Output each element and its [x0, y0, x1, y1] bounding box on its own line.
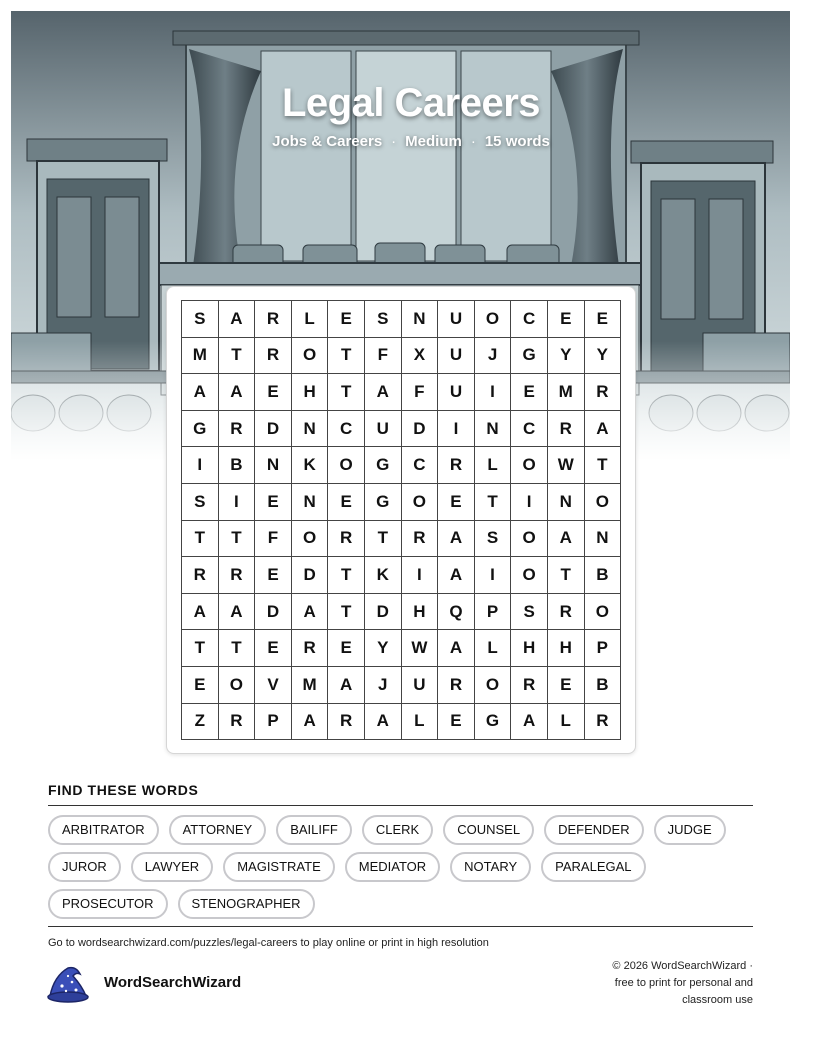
grid-cell[interactable]: T	[219, 521, 256, 558]
word-pill: COUNSEL	[443, 815, 534, 845]
grid-cell[interactable]: T	[182, 521, 219, 558]
grid-cell[interactable]: O	[402, 484, 439, 521]
grid-cell[interactable]: T	[475, 484, 512, 521]
grid-cell[interactable]: K	[292, 447, 329, 484]
grid-cell[interactable]: R	[402, 521, 439, 558]
grid-cell[interactable]: T	[219, 338, 256, 375]
grid-cell[interactable]: J	[365, 667, 402, 704]
grid-cell[interactable]: T	[328, 374, 365, 411]
grid-cell[interactable]: A	[182, 594, 219, 631]
grid-cell[interactable]: W	[548, 447, 585, 484]
copyright-line: © 2026 WordSearchWizard ·	[612, 960, 753, 972]
grid-cell[interactable]: R	[548, 411, 585, 448]
grid-cell[interactable]: A	[365, 704, 402, 741]
grid-cell[interactable]: P	[585, 630, 622, 667]
grid-cell[interactable]: L	[292, 301, 329, 338]
category-label: Jobs & Careers	[272, 133, 383, 150]
grid-cell[interactable]: Z	[182, 704, 219, 741]
word-pill: PARALEGAL	[541, 852, 645, 882]
grid-cell[interactable]: G	[365, 484, 402, 521]
copyright-text	[553, 958, 753, 1009]
grid-cell[interactable]: R	[585, 374, 622, 411]
words-heading: FIND THESE WORDS	[48, 782, 199, 798]
grid-cell[interactable]: T	[365, 521, 402, 558]
grid-cell[interactable]: M	[292, 667, 329, 704]
grid-cell[interactable]: P	[475, 594, 512, 631]
grid-cell[interactable]: H	[402, 594, 439, 631]
grid-cell[interactable]: N	[292, 411, 329, 448]
grid-cell[interactable]: R	[292, 630, 329, 667]
word-pill: STENOGRAPHER	[178, 889, 315, 919]
grid-cell[interactable]: O	[292, 338, 329, 375]
grid-cell[interactable]: B	[585, 557, 622, 594]
grid-cell[interactable]: N	[585, 521, 622, 558]
grid-cell[interactable]: U	[438, 374, 475, 411]
grid-cell[interactable]: E	[328, 630, 365, 667]
grid-cell[interactable]: M	[548, 374, 585, 411]
grid-cell[interactable]: J	[475, 338, 512, 375]
word-pill: DEFENDER	[544, 815, 644, 845]
grid-cell[interactable]: C	[402, 447, 439, 484]
grid-cell[interactable]: D	[255, 411, 292, 448]
word-count-label: 15 words	[484, 133, 550, 150]
grid-cell[interactable]: O	[292, 521, 329, 558]
separator-dot: ·	[470, 133, 476, 150]
grid-cell[interactable]: F	[365, 338, 402, 375]
grid-cell[interactable]: R	[182, 557, 219, 594]
grid-cell[interactable]: L	[548, 704, 585, 741]
grid-cell[interactable]: E	[438, 704, 475, 741]
grid-cell[interactable]: A	[511, 704, 548, 741]
grid-cell[interactable]: C	[511, 411, 548, 448]
grid-cell[interactable]: S	[182, 301, 219, 338]
grid-cell[interactable]: O	[511, 521, 548, 558]
grid-cell[interactable]: U	[402, 667, 439, 704]
word-pill: JUDGE	[654, 815, 726, 845]
divider	[48, 926, 753, 927]
grid-cell[interactable]: O	[585, 594, 622, 631]
grid-cell[interactable]: D	[402, 411, 439, 448]
grid-cell[interactable]: D	[292, 557, 329, 594]
grid-cell[interactable]: W	[402, 630, 439, 667]
word-list	[48, 815, 760, 919]
grid-cell[interactable]: I	[475, 374, 512, 411]
grid-cell[interactable]: L	[475, 630, 512, 667]
grid-cell[interactable]: F	[255, 521, 292, 558]
grid-cell[interactable]: E	[328, 301, 365, 338]
grid-cell[interactable]: A	[585, 411, 622, 448]
difficulty-label: Medium	[405, 133, 462, 150]
grid-cell[interactable]: Q	[438, 594, 475, 631]
grid-cell[interactable]: L	[402, 704, 439, 741]
copyright-line: free to print for personal and	[614, 977, 753, 989]
grid-cell[interactable]: H	[511, 630, 548, 667]
grid-cell[interactable]: O	[475, 667, 512, 704]
grid-cell[interactable]: A	[438, 557, 475, 594]
grid-cell[interactable]: O	[475, 301, 512, 338]
grid-cell[interactable]: R	[585, 704, 622, 741]
word-pill: LAWYER	[131, 852, 213, 882]
page-title: Legal Careers	[281, 81, 541, 125]
grid-cell[interactable]: N	[548, 484, 585, 521]
grid-cell[interactable]: T	[182, 630, 219, 667]
grid-cell[interactable]: T	[328, 594, 365, 631]
grid-cell[interactable]: G	[365, 447, 402, 484]
grid-cell[interactable]: S	[475, 521, 512, 558]
word-pill: ATTORNEY	[169, 815, 267, 845]
grid-cell[interactable]: E	[585, 301, 622, 338]
grid-cell[interactable]: R	[255, 338, 292, 375]
grid-cell[interactable]: I	[219, 484, 256, 521]
grid-cell[interactable]: E	[255, 484, 292, 521]
grid-cell[interactable]: T	[219, 630, 256, 667]
grid-cell[interactable]: O	[219, 667, 256, 704]
grid-cell[interactable]: E	[511, 374, 548, 411]
grid-cell[interactable]: A	[438, 630, 475, 667]
grid-cell[interactable]: A	[328, 667, 365, 704]
grid-cell[interactable]: P	[255, 704, 292, 741]
grid-cell[interactable]: E	[548, 301, 585, 338]
grid-cell[interactable]: E	[328, 484, 365, 521]
grid-cell[interactable]: R	[328, 521, 365, 558]
grid-cell[interactable]: I	[402, 557, 439, 594]
grid-cell[interactable]: O	[511, 557, 548, 594]
grid-cell[interactable]: B	[219, 447, 256, 484]
grid-cell[interactable]: A	[219, 301, 256, 338]
grid-cell[interactable]: R	[548, 594, 585, 631]
grid-cell[interactable]: B	[585, 667, 622, 704]
grid-cell[interactable]: R	[255, 301, 292, 338]
grid-cell[interactable]: N	[292, 484, 329, 521]
grid-cell[interactable]: R	[219, 411, 256, 448]
grid-cell[interactable]: S	[182, 484, 219, 521]
grid-cell[interactable]: F	[402, 374, 439, 411]
grid-cell[interactable]: O	[328, 447, 365, 484]
grid-cell[interactable]: D	[365, 594, 402, 631]
grid-cell[interactable]: H	[548, 630, 585, 667]
grid-cell[interactable]: E	[255, 557, 292, 594]
puzzle-card	[166, 286, 636, 754]
word-pill: MEDIATOR	[345, 852, 440, 882]
grid-cell[interactable]: A	[219, 374, 256, 411]
grid-cell[interactable]: A	[365, 374, 402, 411]
grid-cell[interactable]: R	[438, 447, 475, 484]
grid-cell[interactable]: I	[438, 411, 475, 448]
grid-cell[interactable]: L	[475, 447, 512, 484]
grid-cell[interactable]: E	[548, 667, 585, 704]
separator-dot: ·	[391, 133, 397, 150]
grid-cell[interactable]: Y	[585, 338, 622, 375]
word-pill: ARBITRATOR	[48, 815, 159, 845]
word-pill: JUROR	[48, 852, 121, 882]
grid-cell[interactable]: T	[328, 338, 365, 375]
grid-cell[interactable]: U	[438, 338, 475, 375]
grid-cell[interactable]: T	[328, 557, 365, 594]
grid-cell[interactable]: A	[292, 594, 329, 631]
grid-cell[interactable]: G	[475, 704, 512, 741]
grid-cell[interactable]: X	[402, 338, 439, 375]
grid-cell[interactable]: C	[511, 301, 548, 338]
grid-cell[interactable]: A	[548, 521, 585, 558]
wizard-hat-icon	[46, 964, 92, 1009]
divider	[48, 805, 753, 806]
grid-cell[interactable]: V	[255, 667, 292, 704]
grid-cell[interactable]: R	[511, 667, 548, 704]
copyright-line: classroom use	[682, 994, 753, 1006]
grid-cell[interactable]: G	[182, 411, 219, 448]
grid-cell[interactable]: S	[365, 301, 402, 338]
grid-cell[interactable]: U	[438, 301, 475, 338]
word-pill: PROSECUTOR	[48, 889, 168, 919]
brand-name: WordSearchWizard	[104, 974, 242, 991]
grid-cell[interactable]: G	[511, 338, 548, 375]
grid-cell[interactable]: N	[255, 447, 292, 484]
grid-cell[interactable]: R	[219, 557, 256, 594]
grid-cell[interactable]: A	[182, 374, 219, 411]
grid-cell[interactable]: C	[328, 411, 365, 448]
grid-cell[interactable]: R	[219, 704, 256, 741]
word-pill: BAILIFF	[276, 815, 352, 845]
grid-cell[interactable]: S	[511, 594, 548, 631]
grid-cell[interactable]: O	[511, 447, 548, 484]
grid-cell[interactable]: N	[402, 301, 439, 338]
word-pill: NOTARY	[450, 852, 531, 882]
grid-cell[interactable]: H	[292, 374, 329, 411]
grid-cell[interactable]: O	[585, 484, 622, 521]
word-pill: CLERK	[362, 815, 433, 845]
grid-cell[interactable]: R	[438, 667, 475, 704]
grid-cell[interactable]: D	[255, 594, 292, 631]
grid-cell[interactable]: R	[328, 704, 365, 741]
grid-cell[interactable]: Y	[365, 630, 402, 667]
grid-cell[interactable]: M	[182, 338, 219, 375]
grid-cell[interactable]: I	[475, 557, 512, 594]
grid-cell[interactable]: E	[255, 374, 292, 411]
grid-cell[interactable]: E	[182, 667, 219, 704]
grid-cell[interactable]: A	[219, 594, 256, 631]
grid-cell[interactable]: E	[438, 484, 475, 521]
grid-cell[interactable]: I	[511, 484, 548, 521]
grid-cell[interactable]: T	[548, 557, 585, 594]
letter-grid[interactable]	[181, 300, 621, 740]
puzzle-meta	[11, 133, 790, 150]
word-pill: MAGISTRATE	[223, 852, 335, 882]
grid-cell[interactable]: U	[365, 411, 402, 448]
grid-cell[interactable]: E	[255, 630, 292, 667]
grid-cell[interactable]: I	[182, 447, 219, 484]
grid-cell[interactable]: A	[292, 704, 329, 741]
grid-cell[interactable]: A	[438, 521, 475, 558]
footer-url-text: Go to wordsearchwizard.com/puzzles/legal-careers to play online or print in high resolution	[48, 937, 489, 949]
grid-cell[interactable]: N	[475, 411, 512, 448]
grid-cell[interactable]: K	[365, 557, 402, 594]
grid-cell[interactable]: T	[585, 447, 622, 484]
grid-cell[interactable]: Y	[548, 338, 585, 375]
